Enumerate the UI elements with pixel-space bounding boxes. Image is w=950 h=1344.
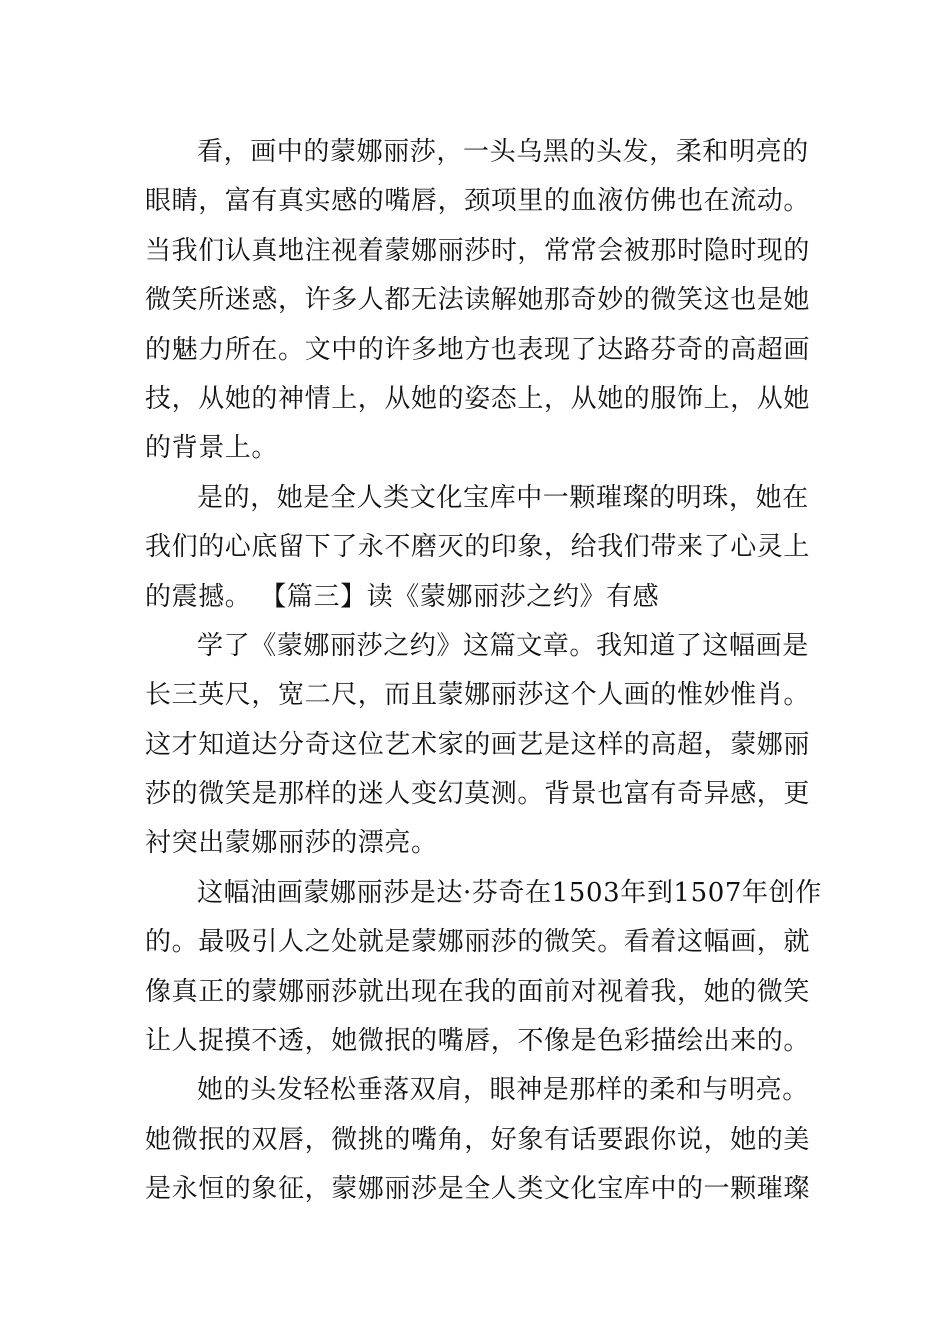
text-line: 学了《蒙娜丽莎之约》这篇文章。我知道了这幅画是 bbox=[197, 630, 809, 661]
document-page bbox=[145, 128, 822, 1215]
text-line: 的。最吸引人之处就是蒙娜丽莎的微笑。看着这幅画，就 bbox=[145, 927, 811, 958]
text-line: 是永恒的象征，蒙娜丽莎是全人类文化宝库中的一颗璀璨 bbox=[145, 1174, 811, 1205]
text-line: 眼睛，富有真实感的嘴唇，颈项里的血液仿佛也在流动。 bbox=[145, 186, 811, 217]
text-line: 她的头发轻松垂落双肩，眼神是那样的柔和与明亮。 bbox=[197, 1075, 809, 1106]
text-line: 的震撼。 【篇三】读《蒙娜丽莎之约》有感 bbox=[145, 581, 660, 612]
text-line: 微笑所迷惑，许多人都无法读解她那奇妙的微笑这也是她 bbox=[145, 285, 811, 316]
paragraph-3 bbox=[145, 622, 810, 869]
text-line: 我们的心底留下了永不磨灭的印象，给我们带来了心灵上 bbox=[145, 532, 811, 563]
text-line: 是的，她是全人类文化宝库中一颗璀璨的明珠，她在 bbox=[197, 482, 809, 513]
text-line: 当我们认真地注视着蒙娜丽莎时，常常会被那时隐时现的 bbox=[145, 235, 811, 266]
text-line: 让人捉摸不透，她微抿的嘴唇，不像是色彩描绘出来的。 bbox=[145, 1026, 811, 1057]
text-line: 衬突出蒙娜丽莎的漂亮。 bbox=[145, 828, 438, 859]
text-line: 像真正的蒙娜丽莎就出现在我的面前对视着我，她的微笑 bbox=[145, 976, 811, 1007]
paragraph-4 bbox=[145, 869, 822, 1067]
text-line: 的背景上。 bbox=[145, 433, 279, 464]
paragraph-2 bbox=[145, 474, 810, 622]
text-line: 她微抿的双唇，微挑的嘴角，好象有话要跟你说，她的美 bbox=[145, 1124, 811, 1155]
text-line: 这幅油画蒙娜丽莎是达·芬奇在1503年到1507年创作 bbox=[197, 877, 822, 908]
text-line: 这才知道达分奇这位艺术家的画艺是这样的高超，蒙娜丽 bbox=[145, 729, 811, 760]
text-line: 技，从她的神情上，从她的姿态上，从她的服饰上，从她 bbox=[145, 383, 811, 414]
text-line: 的魅力所在。文中的许多地方也表现了达路芬奇的高超画 bbox=[145, 334, 811, 365]
text-line: 长三英尺，宽二尺，而且蒙娜丽莎这个人画的惟妙惟肖。 bbox=[145, 680, 811, 711]
paragraph-1 bbox=[145, 128, 810, 474]
paragraph-5 bbox=[145, 1066, 810, 1214]
text-line: 看，画中的蒙娜丽莎，一头乌黑的头发，柔和明亮的 bbox=[197, 137, 809, 167]
text-line: 莎的微笑是那样的迷人变幻莫测。背景也富有奇异感，更 bbox=[145, 779, 811, 810]
